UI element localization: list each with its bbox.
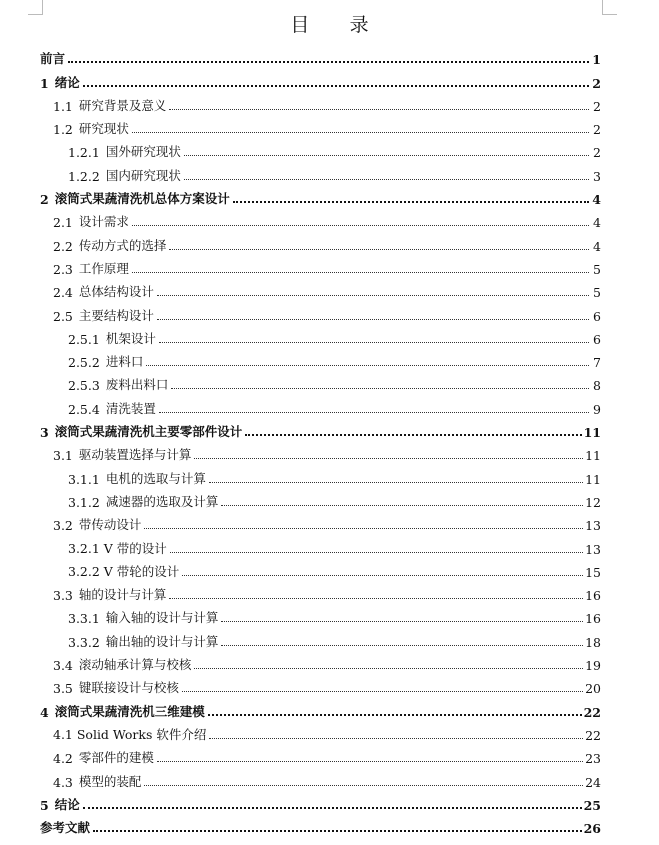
toc-entry-number: 3.5 — [53, 681, 73, 697]
toc-dot-leader — [169, 109, 589, 110]
toc-entry-number: 5 — [40, 797, 49, 813]
toc-entry-number: 2.5.3 — [68, 378, 100, 394]
toc-dot-leader — [209, 738, 583, 739]
toc-dot-leader — [169, 249, 589, 250]
toc-dot-leader — [194, 668, 583, 669]
toc-entry-number: 3.3.1 — [68, 611, 100, 627]
toc-entry-title: 电机的选取与计算 — [105, 470, 206, 486]
toc-entry[interactable] — [40, 277, 601, 300]
toc-entry-title: 进料口 — [105, 354, 144, 370]
toc-entry[interactable] — [40, 393, 601, 416]
toc-entry-title: 驱动装置选择与计算 — [78, 447, 192, 463]
toc-entry-title: 研究现状 — [78, 121, 129, 137]
toc-entry-number: 3.1 — [53, 448, 73, 464]
toc-entry[interactable] — [40, 370, 601, 393]
toc-dot-leader — [245, 434, 581, 436]
toc-page-number: 5 — [593, 285, 601, 301]
table-of-contents — [40, 44, 601, 836]
toc-page-number: 6 — [593, 308, 601, 324]
toc-entry[interactable] — [40, 67, 601, 90]
toc-entry-title: 机架设计 — [105, 330, 156, 346]
toc-page-number: 16 — [585, 588, 601, 604]
toc-dot-leader — [157, 319, 589, 320]
toc-page-number: 4 — [593, 215, 601, 231]
toc-entry-number: 4.3 — [53, 774, 73, 790]
toc-entry-title: 主要结构设计 — [78, 307, 154, 323]
toc-dot-leader — [68, 61, 589, 63]
toc-entry-number: 4 — [40, 704, 49, 720]
toc-dot-leader — [83, 807, 582, 809]
toc-entry-number: 2.5.1 — [68, 331, 100, 347]
toc-entry[interactable] — [40, 463, 601, 486]
toc-entry-number: 2.5.4 — [68, 401, 100, 417]
toc-entry-title: 模型的装配 — [78, 773, 142, 789]
toc-entry-title: 废料出料口 — [105, 377, 169, 393]
toc-entry[interactable] — [40, 766, 601, 789]
toc-entry[interactable] — [40, 580, 601, 603]
toc-entry-title: 减速器的选取及计算 — [105, 493, 219, 509]
toc-entry-number: 1.2.1 — [68, 145, 100, 161]
toc-entry-title: 研究背景及意义 — [78, 97, 167, 113]
toc-entry-number: 2.4 — [53, 285, 73, 301]
toc-entry[interactable] — [40, 300, 601, 323]
toc-entry[interactable] — [40, 696, 601, 719]
toc-page-number: 7 — [593, 355, 601, 371]
toc-page-number: 4 — [592, 192, 601, 208]
toc-entry[interactable] — [40, 254, 601, 277]
toc-page-number: 16 — [585, 611, 601, 627]
toc-entry-title: 3.2.2 V 带轮的设计 — [68, 563, 180, 579]
toc-dot-leader — [169, 598, 583, 599]
toc-entry-title: 工作原理 — [78, 260, 129, 276]
toc-dot-leader — [132, 132, 589, 133]
toc-dot-leader — [132, 272, 589, 273]
toc-dot-leader — [83, 85, 589, 87]
toc-entry-number: 2.3 — [53, 261, 73, 277]
toc-entry-number: 3.4 — [53, 658, 73, 674]
toc-entry-number: 4.2 — [53, 751, 73, 767]
toc-entry[interactable] — [40, 417, 601, 440]
toc-entry-title: 清洗装置 — [105, 400, 156, 416]
toc-dot-leader — [93, 830, 582, 832]
toc-page-number: 12 — [585, 494, 601, 510]
toc-entry[interactable] — [40, 557, 601, 580]
toc-dot-leader — [159, 342, 589, 343]
toc-dot-leader — [157, 295, 589, 296]
toc-entry[interactable] — [40, 743, 601, 766]
toc-page-number: 22 — [585, 727, 601, 743]
toc-dot-leader — [194, 458, 583, 459]
toc-entry[interactable] — [40, 324, 601, 347]
toc-entry[interactable] — [40, 487, 601, 510]
toc-entry-title: 滚筒式果蔬清洗机总体方案设计 — [54, 191, 230, 207]
toc-entry-number: 1 — [40, 75, 49, 91]
toc-entry[interactable] — [40, 230, 601, 253]
toc-dot-leader — [233, 201, 589, 203]
toc-dot-leader — [157, 761, 583, 762]
toc-entry[interactable] — [40, 91, 601, 114]
toc-page-number: 4 — [593, 238, 601, 254]
toc-dot-leader — [159, 412, 589, 413]
toc-entry[interactable] — [40, 160, 601, 183]
toc-page-number: 23 — [585, 751, 601, 767]
toc-entry-number: 2.2 — [53, 238, 73, 254]
toc-page-number: 8 — [593, 378, 601, 394]
toc-page-number: 13 — [585, 518, 601, 534]
toc-entry-title: 传动方式的选择 — [78, 237, 167, 253]
toc-entry-title: 结论 — [54, 796, 80, 812]
toc-entry-number: 2.5 — [53, 308, 73, 324]
toc-page-number: 24 — [585, 774, 601, 790]
toc-entry[interactable] — [40, 207, 601, 230]
toc-page-number: 26 — [583, 821, 601, 837]
toc-dot-leader — [146, 365, 589, 366]
toc-entry[interactable] — [40, 347, 601, 370]
toc-page-number: 22 — [583, 704, 601, 720]
toc-entry-title: 国内研究现状 — [105, 167, 181, 183]
toc-entry-title: 3.2.1 V 带的设计 — [68, 540, 167, 556]
toc-entry-number: 2.5.2 — [68, 355, 100, 371]
toc-entry[interactable] — [40, 813, 601, 836]
toc-entry-title: 键联接设计与校核 — [78, 680, 179, 696]
toc-entry[interactable] — [40, 44, 601, 67]
toc-page-number: 13 — [585, 541, 601, 557]
toc-page-number: 2 — [593, 122, 601, 138]
toc-dot-leader — [184, 155, 589, 156]
toc-page-number: 5 — [593, 261, 601, 277]
toc-dot-leader — [184, 179, 589, 180]
toc-entry[interactable] — [40, 184, 601, 207]
toc-entry-title: 轴的设计与计算 — [78, 587, 167, 603]
toc-entry-number: 3.3.2 — [68, 634, 100, 650]
toc-page-number: 18 — [585, 634, 601, 650]
toc-entry-number: 3.1.1 — [68, 471, 100, 487]
toc-dot-leader — [221, 621, 583, 622]
toc-page-number: 15 — [585, 564, 601, 580]
toc-dot-leader — [144, 528, 583, 529]
toc-entry[interactable] — [40, 137, 601, 160]
toc-entry[interactable] — [40, 626, 601, 649]
toc-page-number: 20 — [585, 681, 601, 697]
toc-dot-leader — [144, 785, 583, 786]
toc-dot-leader — [221, 645, 583, 646]
toc-entry-title: 国外研究现状 — [105, 144, 181, 160]
toc-page-number: 11 — [585, 448, 601, 464]
toc-page-number: 2 — [593, 98, 601, 114]
toc-entry-title: 输出轴的设计与计算 — [105, 633, 219, 649]
toc-page-number: 1 — [592, 52, 601, 68]
toc-entry-number: 2 — [40, 192, 49, 208]
toc-page-number: 6 — [593, 331, 601, 347]
toc-entry[interactable] — [40, 510, 601, 533]
toc-entry-title: 滚筒式果蔬清洗机主要零部件设计 — [54, 424, 243, 440]
toc-entry-number: 1.2 — [53, 122, 73, 138]
toc-dot-leader — [208, 714, 582, 716]
toc-page-number: 25 — [583, 797, 601, 813]
toc-entry-number: 3.1.2 — [68, 494, 100, 510]
toc-page-number: 2 — [593, 145, 601, 161]
toc-entry-title: 总体结构设计 — [78, 284, 154, 300]
toc-entry-title: 4.1 Solid Works 软件介绍 — [53, 726, 207, 742]
toc-dot-leader — [182, 575, 583, 576]
toc-entry-title: 输入轴的设计与计算 — [105, 610, 219, 626]
toc-entry-title: 参考文献 — [40, 820, 91, 836]
toc-entry-number: 1.1 — [53, 98, 73, 114]
toc-entry-title: 零部件的建模 — [78, 750, 154, 766]
page-title: 目 录 — [290, 14, 386, 36]
toc-page-number: 2 — [592, 75, 601, 91]
toc-entry[interactable] — [40, 673, 601, 696]
toc-entry-title: 滚筒式果蔬清洗机三维建模 — [54, 703, 205, 719]
toc-dot-leader — [171, 388, 589, 389]
toc-entry-title: 绪论 — [54, 74, 80, 90]
toc-entry-number: 1.2.2 — [68, 168, 100, 184]
toc-dot-leader — [209, 482, 583, 483]
toc-entry[interactable] — [40, 440, 601, 463]
toc-entry-number: 3.2 — [53, 518, 73, 534]
toc-entry-title: 前言 — [40, 51, 66, 67]
toc-dot-leader — [182, 691, 583, 692]
toc-entry-title: 滚动轴承计算与校核 — [78, 657, 192, 673]
toc-entry-title: 设计需求 — [78, 214, 129, 230]
toc-entry[interactable] — [40, 720, 601, 743]
toc-page-number: 11 — [583, 425, 601, 441]
toc-entry[interactable] — [40, 790, 601, 813]
toc-entry-number: 2.1 — [53, 215, 73, 231]
toc-dot-leader — [221, 505, 583, 506]
toc-page-number: 3 — [593, 168, 601, 184]
toc-entry[interactable] — [40, 533, 601, 556]
toc-entry-title: 带传动设计 — [78, 517, 142, 533]
toc-dot-leader — [132, 225, 589, 226]
toc-entry[interactable] — [40, 114, 601, 137]
toc-dot-leader — [170, 552, 583, 553]
toc-entry[interactable] — [40, 603, 601, 626]
toc-entry[interactable] — [40, 650, 601, 673]
toc-page-number: 9 — [593, 401, 601, 417]
toc-page-number: 19 — [585, 658, 601, 674]
toc-page-number: 11 — [585, 471, 601, 487]
toc-entry-number: 3.3 — [53, 588, 73, 604]
toc-entry-number: 3 — [40, 425, 49, 441]
